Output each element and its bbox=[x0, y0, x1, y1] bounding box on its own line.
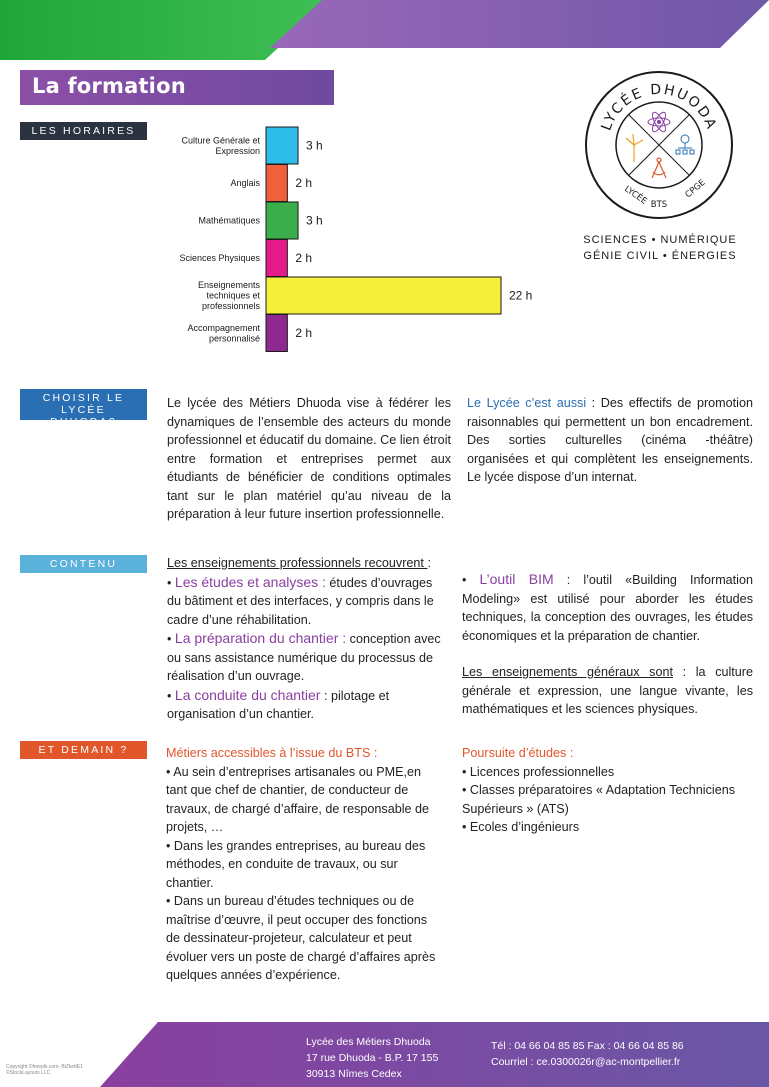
compass-icon bbox=[652, 158, 666, 178]
chart-bar bbox=[266, 202, 298, 239]
chart-data-label: 2 h bbox=[295, 176, 313, 190]
chart-bar bbox=[266, 277, 501, 314]
chart-data-label: 2 h bbox=[295, 251, 313, 265]
contenu-item-preparation-head: La préparation du chantier : bbox=[174, 630, 347, 646]
chart-category-label: Expression bbox=[215, 145, 260, 156]
chart-category-label: Mathématiques bbox=[198, 215, 260, 226]
svg-text:LYCÉE: LYCÉE bbox=[622, 184, 649, 207]
contenu-item-etudes: • Les études et analyses : études d’ouvrages du bâtiment et des interfaces, y compris dans le cadre d’une réhabilitation. bbox=[167, 573, 434, 627]
chart-category-label: personnalisé bbox=[208, 333, 260, 344]
section-label-choisir bbox=[20, 389, 147, 428]
contenu-left-text bbox=[167, 554, 443, 724]
contenu-item-conduite-head: La conduite du chantier bbox=[174, 686, 321, 703]
copyright-line2: ©StockLayouts LLC bbox=[6, 1070, 51, 1076]
section-label-demain: ET DEMAIN ? bbox=[20, 741, 147, 759]
demain-left-title: Métiers accessibles à l’issue du BTS : bbox=[166, 746, 378, 760]
lycee-dhuoda-logo bbox=[584, 70, 734, 220]
copyright bbox=[6, 1064, 83, 1076]
hours-chart bbox=[170, 120, 590, 360]
wind-turbine-icon bbox=[626, 134, 643, 162]
demain-right-title: Poursuite d’études : bbox=[462, 746, 574, 760]
section-label-choisir-line2: DHUODA? bbox=[50, 416, 117, 428]
contenu-right-text bbox=[462, 570, 753, 719]
spacer bbox=[462, 645, 753, 663]
chart-bar bbox=[266, 240, 287, 277]
demain-left-item-3: • Dans un bureau d’études techniques ou de maîtrise d’œuvre, il peut occuper des fonctions de dessinateur-projeteur, calculateur et peut évoluer vers un poste de chargé d’affaires après quelques années d’expérience. bbox=[166, 894, 436, 982]
demain-left-item-1: • Au sein d’entreprises artisanales ou PME,en tant que chef de chantier, de conducteur de travaux, de chargé d’affaire, de responsable de projets, … bbox=[166, 764, 430, 834]
chart-category-label: professionnels bbox=[201, 301, 260, 311]
contenu-item-conduite-body: : pilotage et organisation d’un chantier. bbox=[167, 688, 390, 721]
contenu-bim-head: L’outil BIM bbox=[479, 571, 554, 587]
footer-address-line3: 30913 Nîmes Cedex bbox=[306, 1068, 402, 1080]
network-icon bbox=[676, 135, 694, 154]
choisir-right-lead: Le Lycée c’est aussi bbox=[467, 396, 587, 410]
chart-category-label: Culture Générale et bbox=[181, 135, 260, 146]
section-label-choisir-line1: CHOISIR LE LYCÉE bbox=[42, 392, 125, 416]
chart-bar bbox=[266, 165, 287, 202]
section-label-contenu: CONTENU bbox=[20, 555, 147, 573]
chart-category-label: Enseignements bbox=[197, 280, 260, 290]
contenu-general-head: Les enseignements généraux sont bbox=[462, 665, 673, 679]
contenu-item-etudes-body: études d’ouvrages du bâtiment et des interfaces, y compris dans le cadre d’une réhabilitation. bbox=[167, 575, 434, 627]
atom-icon bbox=[648, 110, 670, 133]
chart-data-label: 3 h bbox=[306, 213, 323, 228]
contenu-item-conduite: • La conduite du chantier : pilotage et organisation d’un chantier. bbox=[167, 686, 390, 721]
logo-tagline-2: GÉNIE CIVIL • ÉNERGIES bbox=[583, 250, 737, 262]
contenu-general bbox=[462, 663, 753, 719]
demain-right-item-2: • Classes préparatoires « Adaptation Techniciens Supérieurs » (ATS) bbox=[462, 783, 736, 816]
footer-phone: Tél : 04 66 04 85 85 Fax : 04 66 04 85 86 bbox=[491, 1040, 684, 1052]
demain-right-text bbox=[462, 744, 754, 837]
demain-left-text bbox=[166, 744, 444, 985]
contenu-bim-body: : l’outil «Building Information Modeling» est utilisé pour aborder les études techniques, la conception des ouvrages, les études économiques et la préparation de chantier. bbox=[462, 573, 753, 643]
chart-category-label: Anglais bbox=[230, 178, 260, 188]
contenu-general-body: : la culture générale et expression, une langue vivante, les mathématiques et les sciences physiques. bbox=[462, 665, 753, 716]
contenu-item-preparation-body: conception avec ou sans assistance numérique du processus de réalisation d’un ouvrage. bbox=[167, 632, 441, 683]
chart-bar bbox=[266, 315, 287, 352]
footer-address-line2: 17 rue Dhuoda - B.P. 17 155 bbox=[306, 1052, 439, 1064]
footer-address-line1: Lycée des Métiers Dhuoda bbox=[306, 1036, 431, 1048]
page-title: La formation bbox=[32, 74, 186, 98]
logo-tagline-1: SCIENCES • NUMÉRIQUE bbox=[583, 234, 737, 246]
chart-data-label: 22 h bbox=[509, 288, 533, 303]
choisir-right-text bbox=[467, 394, 753, 487]
contenu-item-etudes-head: Les études et analyses : bbox=[174, 573, 326, 590]
footer-contact bbox=[491, 1038, 684, 1070]
chart-category-label: techniques et bbox=[206, 290, 260, 301]
copyright-line1: Copyright ©freepik.com- BiZkettE1 bbox=[6, 1064, 84, 1070]
chart-category-label: Accompagnement bbox=[187, 322, 260, 333]
footer-address bbox=[306, 1034, 438, 1082]
section-label-horaires: LES HORAIRES bbox=[20, 122, 147, 140]
choisir-left-text: Le lycée des Métiers Dhuoda vise à fédérer les dynamiques de l’ensemble des acteurs du monde professionnel et éducatif du domaine. Ce lien étroit entre formation et entreprises permet aux étudiants de bénéficier de conditions optimales tant sur le plan matériel qu’au niveau de la préparation à leur future insertion professionnelle. bbox=[167, 396, 451, 521]
footer-email[interactable]: Courriel : ce.0300026r@ac-montpellier.fr bbox=[491, 1056, 681, 1068]
svg-text:BTS: BTS bbox=[650, 200, 668, 210]
svg-text:LYCÉE DHUODA: LYCÉE DHUODA bbox=[598, 81, 720, 133]
chart-category-label: Sciences Physiques bbox=[179, 253, 260, 263]
svg-text:CPGE: CPGE bbox=[683, 177, 708, 201]
header-banner bbox=[0, 0, 769, 60]
chart-data-label: 2 h bbox=[295, 326, 313, 340]
contenu-intro-text: Les enseignements professionnels recouvrent bbox=[167, 556, 428, 570]
contenu-intro-colon: : bbox=[427, 556, 431, 570]
contenu-bim: • L’outil BIM : l’outil «Building Information Modeling» est utilisé pour aborder les études techniques, la conception des ouvrages, les études économiques et la préparation de chantier. bbox=[462, 571, 753, 643]
demain-right-item-1: • Licences professionnelles bbox=[462, 764, 615, 779]
chart-bar bbox=[266, 127, 298, 164]
page-title-bar bbox=[20, 70, 334, 105]
contenu-item-preparation: • La préparation du chantier : conception avec ou sans assistance numérique du processus de réalisation d’un ouvrage. bbox=[167, 630, 441, 683]
demain-right-item-3: • Ecoles d’ingénieurs bbox=[462, 820, 580, 834]
chart-data-label: 3 h bbox=[306, 138, 323, 153]
contenu-intro bbox=[167, 556, 431, 570]
demain-left-item-2: • Dans les grandes entreprises, au bureau des méthodes, en conduite de travaux, ou sur chantier. bbox=[166, 838, 426, 890]
choisir-right-body: : Des effectifs de promotion raisonnables qui permettent un bon encadrement. Des sorties culturelles (cinéma -théâtre) organisées et qui complètent les enseignements. Le lycée dispose d’un internat. bbox=[467, 396, 753, 484]
